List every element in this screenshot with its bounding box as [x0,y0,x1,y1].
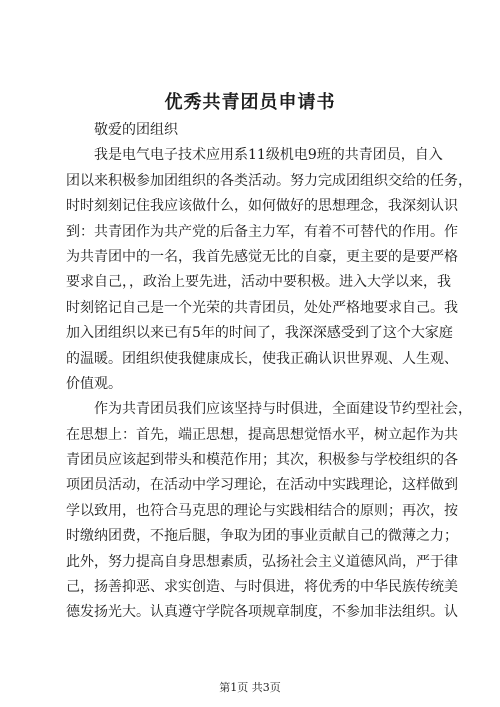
paragraph-line: 德发扬光大。认真遵守学院各项规章制度，不参加非法组织。认 [66,604,458,621]
paragraph-line: 我是电气电子技术应用系11级机电9班的共青团员，自入 [94,147,443,164]
paragraph-line: 时缴纳团费，不拖后腿，争取为团的事业贡献自己的微薄之力； [66,528,458,545]
paragraph-line: 到：共青团作为共产党的后备主力军，有着不可替代的作用。作 [66,223,458,240]
paragraph-line: 此外，努力提高自身思想素质，弘扬社会主义道德风尚，严于律 [66,553,458,570]
salutation: 敬爱的团组织 [94,122,178,138]
paragraph-line: 在思想上：首先，端正思想，提高思想觉悟水平，树立起作为共 [66,426,458,443]
page-number-footer: 第1页 共3页 [219,681,281,694]
paragraph-line: 价值观。 [66,375,122,392]
paragraph-line: 作为共青团员我们应该坚持与时俱进，全面建设节约型社会， [94,401,472,418]
document-title: 优秀共青团员申请书 [164,92,336,113]
paragraph-1 [66,143,472,397]
paragraph-line: 的温暖。团组织使我健康成长，使我正确认识世界观、人生观、 [66,350,458,367]
paragraph-2 [66,397,472,626]
paragraph-line: 项团员活动，在活动中学习理论，在活动中实践理论，这样做到 [66,477,458,494]
paragraph-line: 时时刻刻记住我应该做什么，如何做好的思想理念，我深刻认识 [66,198,458,215]
document-body [66,118,472,626]
paragraph-line: 己，扬善抑恶、求实创造、与时俱进，将优秀的中华民族传统美 [66,579,458,596]
paragraph-line: 青团员应该起到带头和模范作用；其次，积极参与学校组织的各 [66,452,458,469]
paragraph-line: 学以致用，也符合马克思的理论与实践相结合的原则；再次，按 [66,502,458,519]
paragraph-line: 要求自己，，政治上要先进，活动中要积极。进入大学以来，我 [66,274,451,291]
paragraph-line: 时刻铭记自己是一个光荣的共青团员，处处严格地要求自己。我 [66,299,458,316]
paragraph-line: 团以来积极参加团组织的各类活动。努力完成团组织交给的任务， [66,172,472,189]
paragraph-line: 为共青团中的一名，我首先感觉无比的自豪，更主要的是要严格 [66,248,458,265]
paragraph-line: 加入团组织以来已有5年的时间了，我深深感受到了这个大家庭 [66,325,453,342]
